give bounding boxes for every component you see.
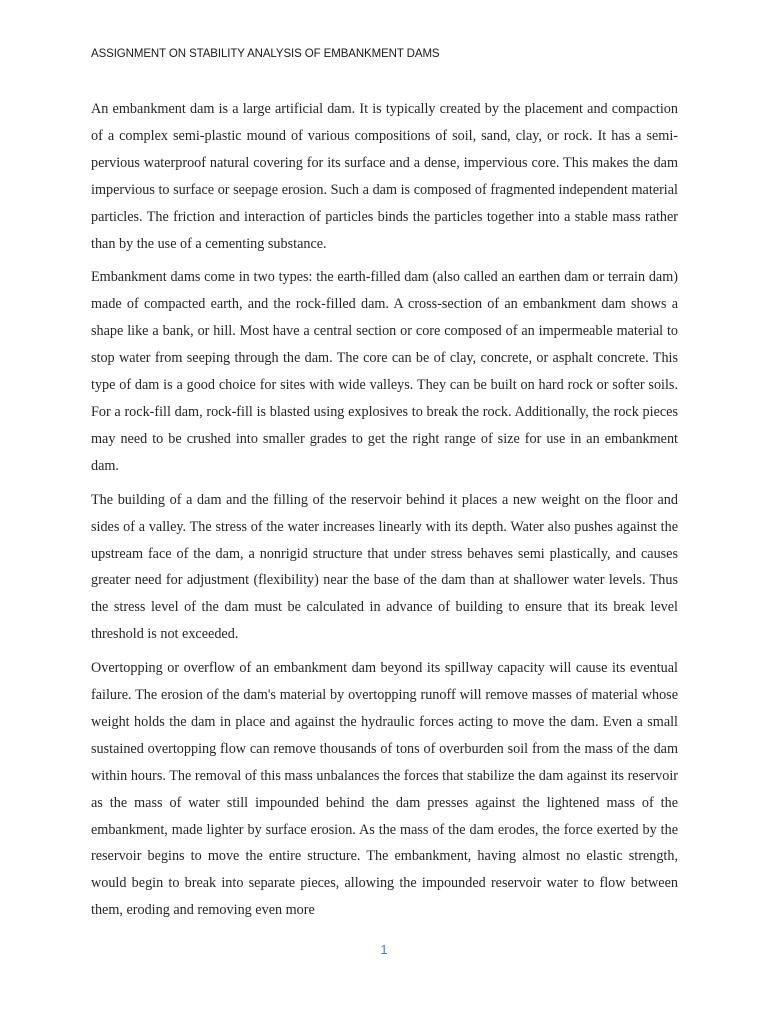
page-number: 1 xyxy=(380,942,388,957)
document-body xyxy=(91,96,678,931)
paragraph: The building of a dam and the filling of the reservoir behind it places a new weight on the floor and sides of a valley. The stress of the water increases linearly with its depth. Water also pushes against the upstream face of the dam, a nonrigid structure that under stress behaves semi plastically, and causes greater need for adjustment (flexibility) near the base of the dam than at shallower water levels. Thus the stress level of the dam must be calculated in advance of building to ensure that its break level threshold is not exceeded. xyxy=(91,491,678,643)
document-heading: ASSIGNMENT ON STABILITY ANALYSIS OF EMBANKMENT DAMS xyxy=(91,48,440,60)
paragraph: Embankment dams come in two types: the earth-filled dam (also called an earthen dam or terrain dam) made of compacted earth, and the rock-filled dam. A cross-section of an embankment dam shows a shape like a bank, or hill. Most have a central section or core composed of an impermeable material to stop water from seeping through the dam. The core can be of clay, concrete, or asphalt concrete. This type of dam is a good choice for sites with wide valleys. They can be built on hard rock or softer soils. For a rock-fill dam, rock-fill is blasted using explosives to break the rock. Additionally, the rock pieces may need to be crushed into smaller grades to get the right range of size for use in an embankment dam. xyxy=(91,269,678,474)
paragraph: Overtopping or overflow of an embankment dam beyond its spillway capacity will cause its eventual failure. The erosion of the dam's material by overtopping runoff will remove masses of material whose weight holds the dam in place and against the hydraulic forces acting to move the dam. Even a small sustained overtopping flow can remove thousands of tons of overburden soil from the mass of the dam within hours. The removal of this mass unbalances the forces that stabilize the dam against its reservoir as the mass of water still impounded behind the dam presses against the lightened mass of the embankment, made lighter by surface erosion. As the mass of the dam erodes, the force exerted by the reservoir begins to move the entire structure. The embankment, having almost no elastic strength, would begin to break into separate pieces, allowing the impounded reservoir water to flow between them, eroding and removing even more xyxy=(91,660,678,919)
paragraph: An embankment dam is a large artificial dam. It is typically created by the placement and compaction of a complex semi-plastic mound of various compositions of soil, sand, clay, or rock. It has a semi-pervious waterproof natural covering for its surface and a dense, impervious core. This makes the dam impervious to surface or seepage erosion. Such a dam is composed of fragmented independent material particles. The friction and interaction of particles binds the particles together into a stable mass rather than by the use of a cementing substance. xyxy=(91,101,678,252)
